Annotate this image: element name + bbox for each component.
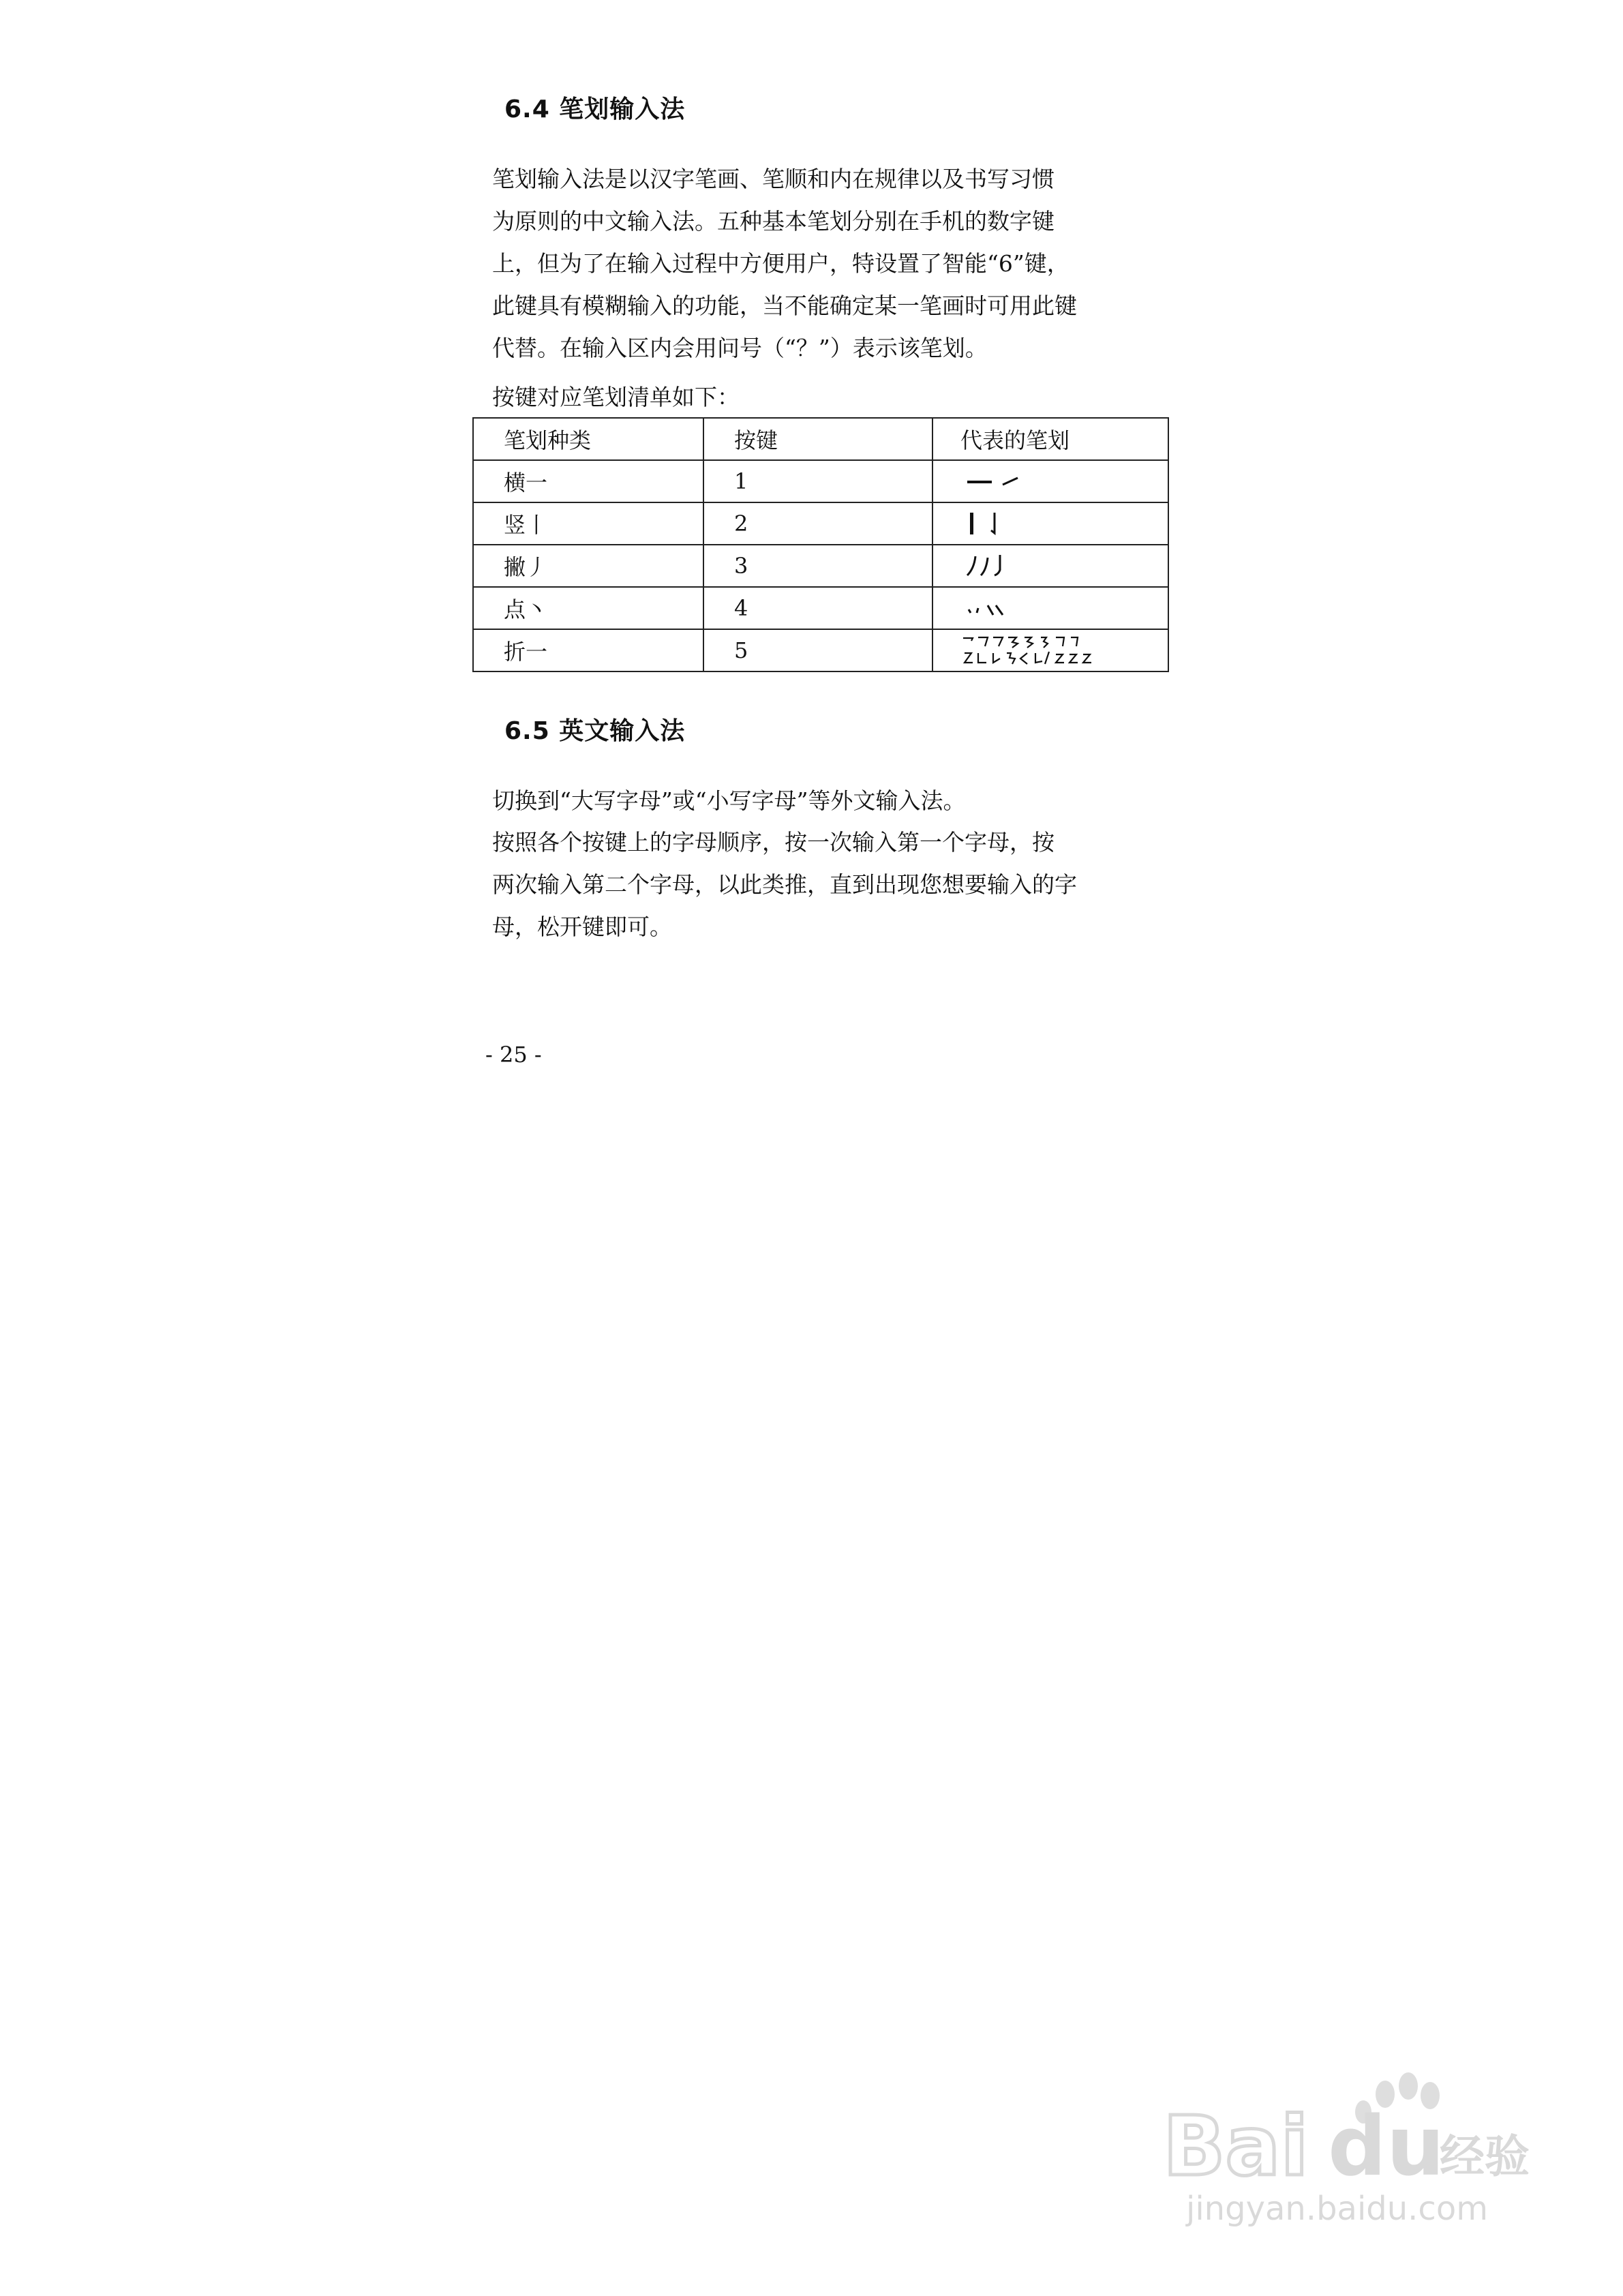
strokes-cell [932,587,1168,629]
table-header-row [473,418,1168,460]
header-represented-strokes: 代表的笔划 [932,418,1168,460]
section-6-5-paragraph-2 [492,821,1147,948]
strokes-cell [932,629,1168,671]
paragraph-line: 两次输入第二个字母，以此类推，直到出现您想要输入的字 [492,871,1077,898]
section-6-4-paragraph [492,158,1147,369]
paragraph-line: 笔划输入法是以汉字笔画、笔顺和内在规律以及书写习惯 [492,166,1055,192]
svg-text:经验: 经验 [1440,2130,1530,2183]
turning-strokes-icon [960,634,1138,667]
table-row [473,545,1168,587]
table-row [473,629,1168,671]
dot-strokes-icon [960,594,1138,622]
key-cell: 3 [703,545,932,587]
section-6-5-paragraph-1 [492,780,1147,822]
section-heading-6-5: 6.5 英文输入法 [504,717,686,745]
section-heading-6-4: 6.4 笔划输入法 [504,95,686,123]
strokes-cell [932,502,1168,545]
horizontal-strokes-icon [960,468,1138,495]
paragraph-line: 切换到“大写字母”或“小写字母”等外文输入法。 [492,787,966,814]
table-row [473,460,1168,502]
stroke-key-table [472,417,1169,672]
paragraph-line: 此键具有模糊输入的功能，当不能确定某一笔画时可用此键 [492,292,1077,319]
key-cell: 4 [703,587,932,629]
strokes-cell [932,545,1168,587]
svg-text:Bai: Bai [1163,2100,1309,2194]
left-falling-strokes-icon [960,552,1138,579]
key-cell: 5 [703,629,932,671]
strokes-cell [932,460,1168,502]
header-key: 按键 [703,418,932,460]
page-number: - 25 - [485,1042,542,1068]
table-intro-text: 按键对应笔划清单如下： [492,384,740,410]
stroke-type-cell: 竖丨 [473,502,703,545]
stroke-type-cell: 折一 [473,629,703,671]
paragraph-line: 按照各个按键上的字母顺序，按一次输入第一个字母，按 [492,829,1055,856]
svg-text:jingyan.baidu.com: jingyan.baidu.com [1186,2190,1488,2228]
paragraph-line: 为原则的中文输入法。五种基本笔划分别在手机的数字键 [492,208,1055,235]
key-cell: 2 [703,502,932,545]
stroke-type-cell: 点丶 [473,587,703,629]
table-row [473,502,1168,545]
paragraph-line: 代替。在输入区内会用问号（“？”）表示该笔划。 [492,335,988,361]
table-intro [492,376,1147,419]
paragraph-line: 母，松开键即可。 [492,913,672,940]
table-row [473,587,1168,629]
key-cell: 1 [703,460,932,502]
svg-text:du: du [1328,2100,1445,2194]
paragraph-line: 上，但为了在输入过程中方便用户，特设置了智能“6”键， [492,250,1070,277]
header-stroke-type: 笔划种类 [473,418,703,460]
stroke-type-cell: 撇丿 [473,545,703,587]
baidu-jingyan-watermark-logo [1159,2059,1541,2236]
vertical-strokes-icon [960,510,1138,537]
stroke-type-cell: 横一 [473,460,703,502]
